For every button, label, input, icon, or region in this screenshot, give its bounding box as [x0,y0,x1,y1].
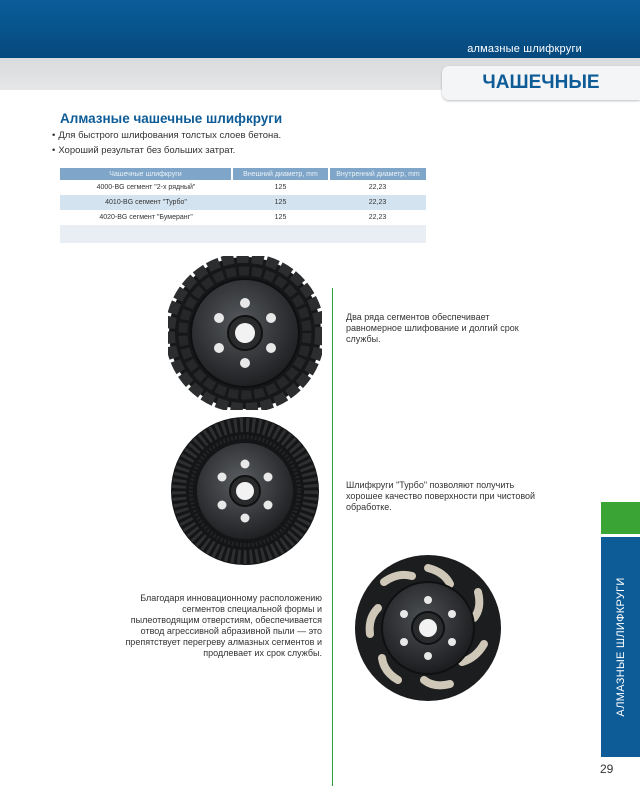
table-cell: 4010-BG сегмент "Турбо" [60,195,232,210]
table-header-cell: Внутренний диаметр, mm [329,168,426,180]
side-tab [601,537,640,757]
table-row [60,180,426,195]
table-cell: 22,23 [368,214,387,221]
product-description: Два ряда сегментов обеспечивает равномерное шлифование и долгий срок службы. [346,312,519,344]
page-heading: Алмазные чашечные шлифкруги [60,111,283,126]
table-cell: 22,23 [329,195,426,210]
accent-tab [601,502,640,534]
table-header-cell: Внешний диаметр, mm [232,168,329,180]
table-cell: 125 [274,214,287,221]
section-name: алмазные шлифкруги [467,43,582,55]
table-cell: 4000-BG сегмент "2-х рядный" [96,184,196,191]
table-cell: 125 [274,184,287,191]
spec-table [60,168,426,243]
table-cell: 4020-BG сегмент "Бумеранг" [99,214,193,221]
table-cell: 125 [232,195,329,210]
product-description: Шлифкруги "Турбо" позволяют получить хорошее качество поверхности при чистовой обработке. [346,480,536,512]
table-header-row [60,168,426,180]
feature-list [52,128,281,158]
feature-item: • Хороший результат без больших затрат. [52,143,281,158]
double-row-cup-wheel-image [168,256,322,410]
feature-item: • Для быстрого шлифования толстых слоев бетона. [52,128,281,143]
boomerang-cup-wheel-image [354,554,502,702]
table-row [60,210,426,225]
table-header-cell: Чашечные шлифкруги [60,168,232,180]
page-number: 29 [600,762,614,776]
column-divider [332,288,333,786]
turbo-cup-wheel-image [170,416,320,566]
table-cell: 22,23 [368,184,387,191]
table-spacer-row [60,225,426,243]
product-description: Благодаря инновационному расположению сегментов специальной формы и пылеотводящим отверстиям, обеспечивается отвод агрессивной абразивной пыли — это препятствует перегреву алмазных сегментов и продлевает их срок службы. [125,593,322,658]
header-bar [0,0,640,58]
category-title: ЧАШЕЧНЫЕ [482,72,600,93]
category-tab [442,66,640,100]
table-row [60,195,426,210]
side-tab-label: АЛМАЗНЫЕ ШЛИФКРУГИ [615,577,627,717]
